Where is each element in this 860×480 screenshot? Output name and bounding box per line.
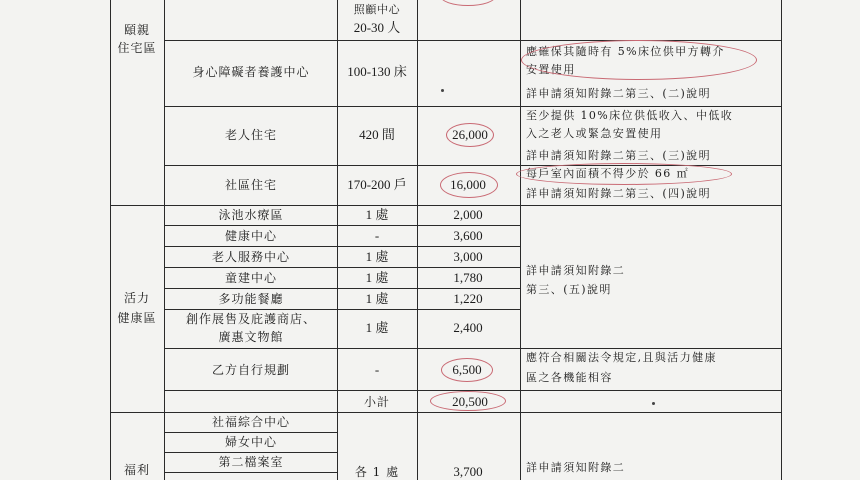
care-center-count: 20-30 人 (353, 20, 401, 35)
self-planning-note: 區之各機能相容 (526, 371, 613, 384)
table-border-left (110, 0, 111, 480)
row-line (164, 348, 781, 349)
activity-area: 1,220 (453, 291, 483, 306)
welfare-note: 詳申請須知附錄二 (526, 461, 626, 474)
zone-label-activity: 活力 (123, 291, 151, 305)
welfare-count: 各 1 處 (354, 465, 400, 479)
highlight-oval (521, 40, 757, 80)
community-housing-count: 170-200 戶 (347, 177, 407, 192)
highlight-oval (441, 358, 493, 382)
col-divider-zone (164, 0, 165, 480)
highlight-oval (430, 391, 506, 411)
elderly-ref: 詳申請須知附錄二第三、(三)說明 (526, 149, 711, 162)
welfare-area: 3,700 (453, 464, 483, 479)
disabled-care-note: 應確保其隨時有 5%床位供甲方轉介 (526, 45, 725, 58)
col-divider-item (337, 0, 338, 480)
activity-item: 創作展售及庇護商店、 (185, 312, 317, 326)
activity-area: 3,000 (453, 249, 483, 264)
activity-count: 1 處 (365, 207, 389, 222)
self-planning-area: 6,500 (452, 362, 482, 377)
activity-count: 1 處 (365, 320, 389, 335)
zone-label-welfare: 福利 (123, 463, 151, 477)
highlight-oval (516, 163, 732, 185)
community-housing-item: 社區住宅 (224, 178, 278, 192)
zone-label-residential: 頤親 (123, 23, 151, 37)
community-ref: 詳申請須知附錄二第三、(四)說明 (526, 187, 711, 200)
row-line (164, 309, 520, 310)
activity-item: 多功能餐廳 (218, 292, 284, 306)
row-line (164, 106, 781, 107)
elderly-housing-area: 26,000 (452, 127, 488, 142)
mark-dot (441, 89, 444, 92)
activity-count: - (374, 228, 380, 243)
self-planning-count: - (374, 362, 380, 377)
disabled-care-note: 安置使用 (526, 63, 576, 76)
community-note: 每戶室內面積不得少於 66 ㎡ (526, 167, 689, 180)
welfare-item: 婦女中心 (224, 435, 278, 449)
self-planning-note: 應符合相關法令規定,且與活力健康 (526, 351, 717, 364)
elderly-housing-item: 老人住宅 (224, 128, 278, 142)
activity-area: 1,780 (453, 270, 483, 285)
welfare-item: 社福綜合中心 (211, 415, 291, 429)
row-line (164, 432, 337, 433)
community-housing-area: 16,000 (450, 177, 486, 192)
row-line (164, 452, 337, 453)
disabled-care-count: 100-130 床 (347, 64, 407, 79)
subtotal-label: 小計 (363, 395, 391, 409)
highlight-oval (440, 172, 498, 198)
col-divider-area (520, 0, 521, 480)
disabled-care-item: 身心障礙者養護中心 (192, 65, 310, 79)
activity-area: 2,000 (453, 207, 483, 222)
elderly-note: 入之老人或緊急安置使用 (526, 127, 663, 140)
subtotal-area: 20,500 (452, 394, 488, 409)
zone-label-activity: 健康區 (117, 311, 157, 325)
activity-item: 廣惠文物館 (218, 330, 284, 344)
activity-item: 健康中心 (224, 229, 278, 243)
section-line (110, 205, 781, 206)
activity-note: 詳申請須知附錄二 (526, 264, 626, 277)
section-line (110, 412, 781, 413)
highlight-oval (446, 123, 494, 147)
activity-area: 2,400 (453, 320, 483, 335)
activity-item: 老人服務中心 (211, 250, 291, 264)
activity-count: 1 處 (365, 249, 389, 264)
self-planning-item: 乙方自行規劃 (211, 363, 291, 377)
elderly-note: 至少提供 10%床位供低收入、中低收 (526, 109, 734, 122)
row-line (164, 472, 337, 473)
row-line (164, 225, 520, 226)
row-line (164, 267, 520, 268)
welfare-item: 第二檔案室 (218, 455, 284, 469)
col-divider-count (417, 0, 418, 480)
activity-item: 童建中心 (224, 271, 278, 285)
row-line (164, 288, 520, 289)
zone-label-residential: 住宅區 (117, 41, 157, 55)
activity-item: 泳池水療區 (218, 208, 284, 222)
mark-dot (652, 402, 655, 405)
highlight-oval (440, 0, 496, 6)
activity-count: 1 處 (365, 270, 389, 285)
activity-note: 第三、(五)說明 (526, 283, 612, 296)
activity-area: 3,600 (453, 228, 483, 243)
disabled-care-ref: 詳申請須知附錄二第三、(二)說明 (526, 87, 711, 100)
elderly-housing-count: 420 間 (359, 127, 395, 142)
activity-count: 1 處 (365, 291, 389, 306)
care-center-count: 照顧中心 (353, 3, 401, 16)
table-border-right (781, 0, 782, 480)
row-line (164, 246, 520, 247)
